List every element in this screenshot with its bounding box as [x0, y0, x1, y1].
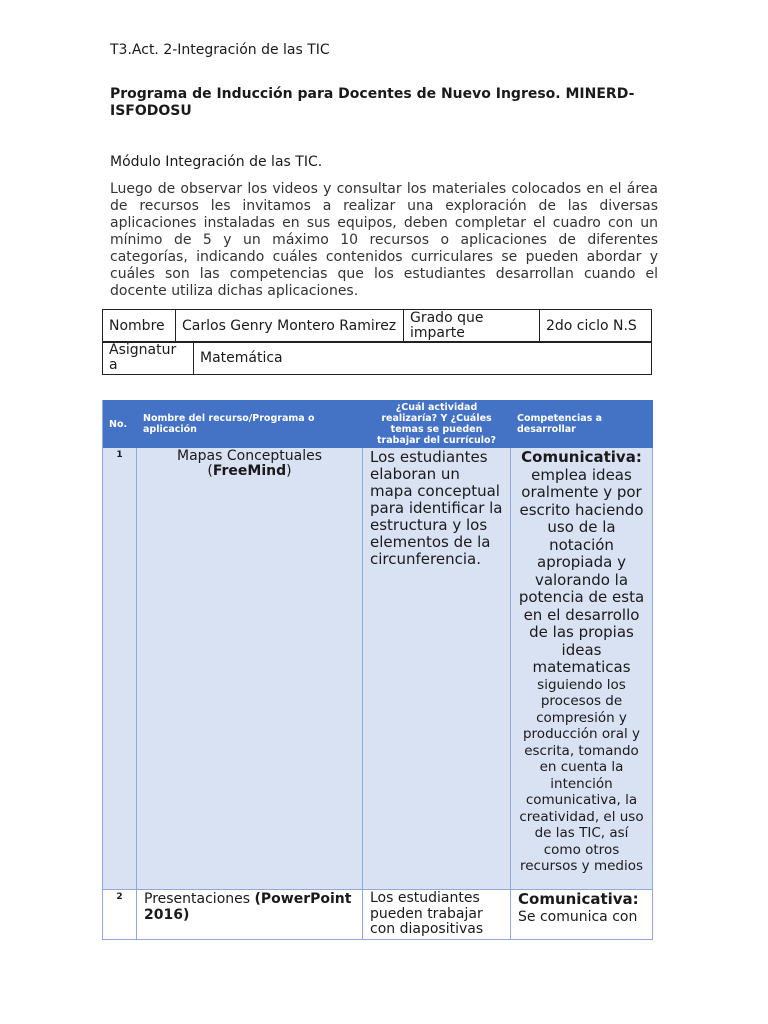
table-header-row [103, 400, 653, 448]
resource-paren-open: ( [207, 463, 213, 479]
row-number: 2 [103, 890, 137, 940]
competency-text-a: Se comunica con [518, 909, 638, 925]
document-title: Programa de Inducción para Docentes de Nuevo Ingreso. MINERD-ISFODOSU [110, 86, 635, 119]
resources-table [102, 400, 653, 940]
module-title: Módulo Integración de las TIC. [110, 154, 323, 170]
grado-value: 2do ciclo N.S [540, 310, 652, 343]
header-competencias: Competencias a desarrollar [511, 400, 653, 448]
competency-title: Comunicativa: [518, 890, 639, 908]
info-row-nombre [103, 310, 652, 343]
resource-name [137, 448, 363, 890]
table-row [103, 448, 653, 890]
resource-name-prefix: Mapas Conceptuales [176, 448, 323, 464]
nombre-value: Carlos Genry Montero Ramirez [176, 310, 404, 343]
resource-name-bold: (PowerPoint 2016) [144, 891, 352, 923]
grado-label: Grado que imparte [404, 310, 540, 343]
resource-name [137, 890, 363, 940]
competency-cell [511, 890, 653, 940]
info-row-asignatura [103, 342, 652, 375]
document-header: T3.Act. 2-Integración de las TIC [110, 42, 330, 58]
resource-paren-close: ) [286, 463, 292, 479]
competency-cell [511, 448, 653, 890]
nombre-label: Nombre [103, 310, 176, 343]
header-no: No. [103, 400, 137, 448]
info-table [102, 309, 652, 343]
header-recurso: Nombre del recurso/Programa o aplicación [137, 400, 363, 448]
competency-title: Comunicativa: [521, 448, 642, 466]
resource-name-prefix: Presentaciones [144, 891, 255, 907]
activity-text: Los estudiantes elaboran un mapa conceptual para identificar la estructura y los elementos de la circunferencia. [363, 448, 511, 890]
asignatura-label: Asignatur a [103, 342, 194, 375]
row-number: 1 [103, 448, 137, 890]
competency-text-b: siguiendo los procesos de compresión y producción oral y escrita, tomando en cuenta la intención comunicativa, la creatividad, el uso de las TIC, así como otros recursos y medios [519, 676, 644, 874]
resource-name-bold: FreeMind [212, 463, 287, 479]
asignatura-value: Matemática [194, 342, 652, 375]
table-row [103, 890, 653, 940]
competency-text-a: emplea ideas oralmente y por escrito haciendo uso de la notación apropiada y valorando la potencia de esta en el desarrollo de las propias ideas matematicas [518, 465, 645, 676]
intro-paragraph: Luego de observar los videos y consultar los materiales colocados en el área de recursos les invitamos a realizar una exploración de las diversas aplicaciones instaladas en sus equipos, deben completar el cuadro con un mínimo de 5 y un máximo 10 recursos o aplicaciones de diferentes categorías, indicando cuáles contenidos curriculares se pueden abordar y cuáles son las competencias que los estudiantes desarrollan cuando el docente utiliza dichas aplicaciones. [110, 181, 658, 299]
header-actividad: ¿Cuál actividad realizaría? Y ¿Cuáles temas se pueden trabajar del currículo? [363, 400, 511, 448]
info-table-2 [102, 341, 652, 375]
activity-text: Los estudiantes pueden trabajar con diapositivas [363, 890, 511, 940]
